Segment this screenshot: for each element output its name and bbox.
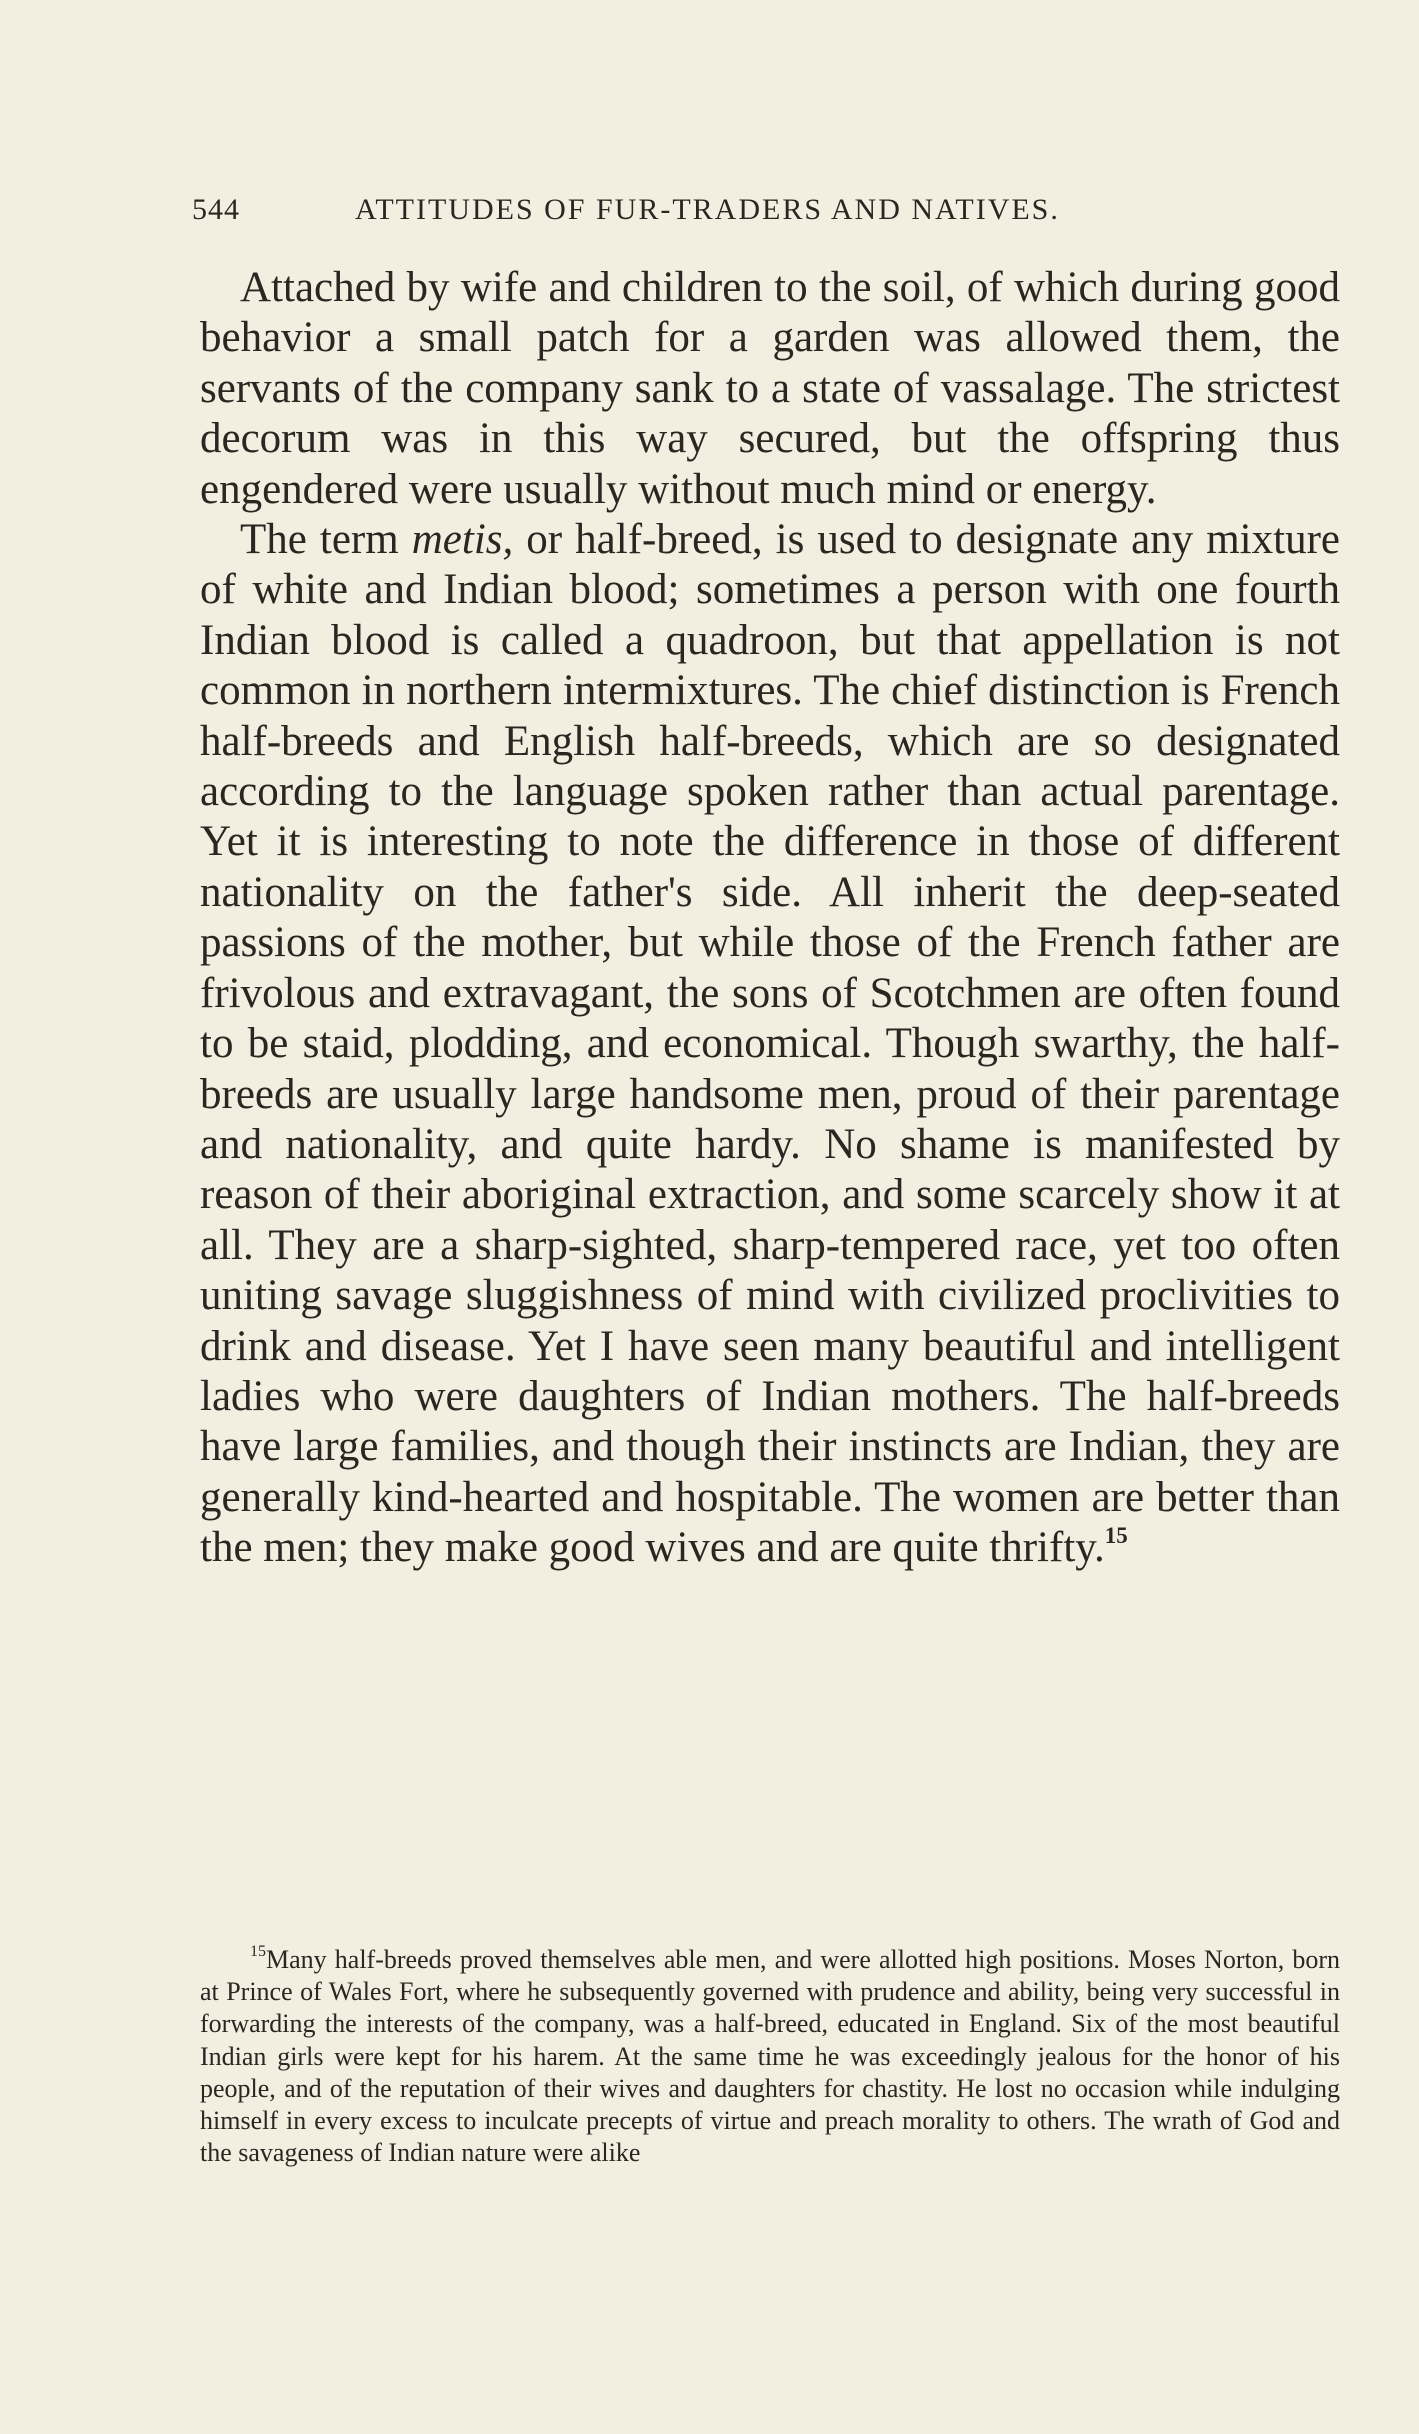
footnote	[200, 1944, 1340, 2169]
page-header	[192, 193, 1192, 233]
paragraph-2-lead: The term	[240, 516, 412, 564]
page-number: 544	[192, 193, 240, 226]
running-head: ATTITUDES OF FUR-TRADERS AND NATIVES.	[355, 193, 1060, 226]
footnote-marker: 15	[250, 1943, 266, 1960]
footnote-reference: 15	[1104, 1523, 1128, 1549]
footnote-text: Many half-breeds proved themselves able men, and were allotted high positions. Moses Norton, born at Prince of Wales Fort, where he subsequently governed with prudence and ability, being very successful in forwarding the interests of the company, was a half-breed, educated in England. Six of the most beautiful Indian girls were kept for his harem. At the same time he was exceedingly jealous for the honor of his people, and of the reputation of their wives and daughters for chastity. He lost no occasion while indulging himself in every excess to inculcate precepts of virtue and preach morality to others. The wrath of God and the savageness of Indian nature were alike	[200, 1945, 1340, 2168]
footnote-paragraph	[200, 1944, 1340, 2169]
paragraph-2-text: or half-breed, is used to designate any mixture of white and Indian blood; sometimes a person with one fourth Indian blood is called a quadroon, but that appellation is not common in northern intermixtures. The chief distinction is French half-breeds and English half-breeds, which are so designated according to the language spoken rather than actual parentage. Yet it is interesting to note the difference in those of different nationality on the father's side. All inherit the deep-seated passions of the mother, but while those of the French father are frivolous and extravagant, the sons of Scotchmen are often found to be staid, plodding, and economical. Though swarthy, the half-breeds are usually large handsome men, proud of their parentage and nationality, and quite hardy. No shame is manifested by reason of their aboriginal extraction, and some scarcely show it at all. They are a sharp-sighted, sharp-tempered race, yet too often uniting savage sluggishness of mind with civilized proclivities to drink and disease. Yet I have seen many beautiful and intelligent ladies who were daughters of Indian mothers. The half-breeds have large families, and though their instincts are Indian, they are generally kind-hearted and hospitable. The women are better than the men; they make good wives and are quite thrifty.	[200, 516, 1340, 1572]
paragraph-1: Attached by wife and children to the soil, of which during good behavior a small patch for a garden was allowed them, the servants of the company sank to a state of vassalage. The strictest decorum was in this way secured, but the offspring thus engendered were usually without much mind or energy.	[200, 264, 1340, 513]
term-metis: metis,	[411, 516, 514, 564]
paragraph-2	[200, 515, 1340, 1574]
body-text	[200, 263, 1340, 1574]
